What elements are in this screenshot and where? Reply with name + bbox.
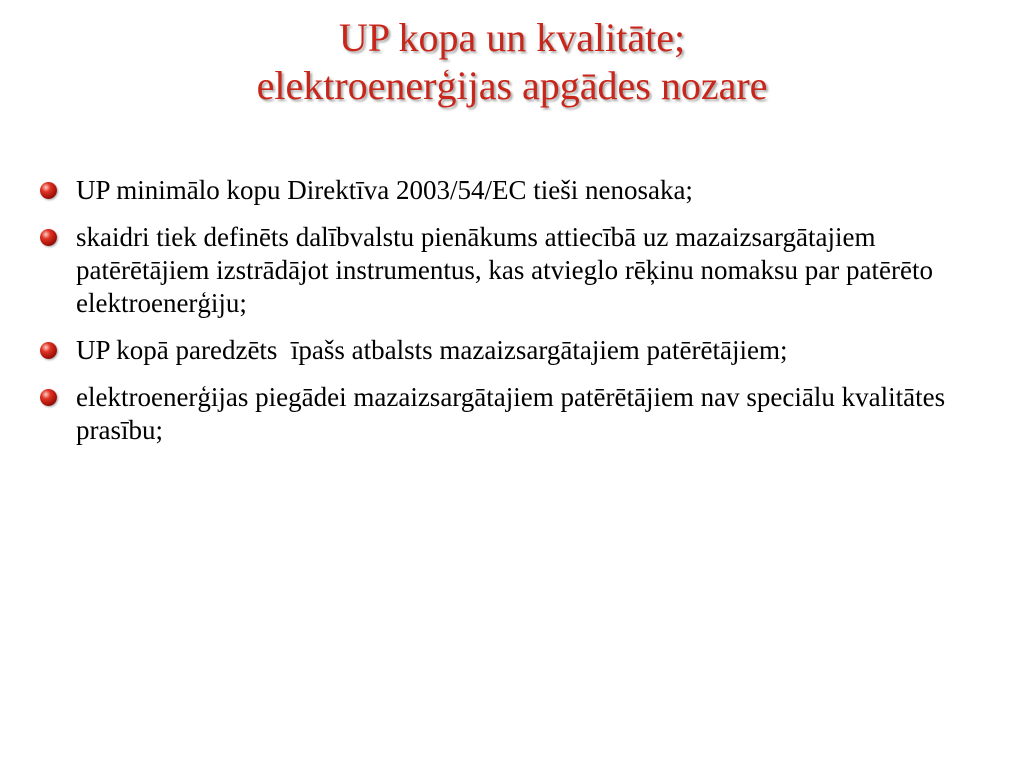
bullet-text: UP kopā paredzēts īpašs atbalsts mazaizsargātajiem patērētājiem; xyxy=(76,335,788,365)
bullet-list xyxy=(40,174,1000,461)
bullet-item xyxy=(40,381,1000,447)
bullet-text: elektroenerģijas piegādei mazaizsargātajiem patērētājiem nav speciālu kvalitātes prasību; xyxy=(76,382,946,445)
bullet-text: UP minimālo kopu Direktīva 2003/54/EC tieši nenosaka; xyxy=(76,175,693,205)
red-sphere-bullet-icon xyxy=(40,342,57,359)
bullet-item xyxy=(40,334,1000,367)
slide-title-line-1: UP kopa un kvalitāte; xyxy=(338,15,686,60)
bullet-item xyxy=(40,174,1000,207)
red-sphere-bullet-icon xyxy=(40,229,57,246)
bullet-item xyxy=(40,221,1000,320)
red-sphere-bullet-icon xyxy=(40,182,57,199)
slide-title xyxy=(0,14,1024,110)
red-sphere-bullet-icon xyxy=(40,389,57,406)
bullet-text: skaidri tiek definēts dalībvalstu pienākums attiecībā uz mazaizsargātajiem patērētājiem izstrādājot instrumentus, kas atvieglo rēķinu nomaksu par patērēto elektroenerģiju; xyxy=(76,222,933,318)
slide-title-line-2: elektroenerģijas apgādes nozare xyxy=(256,63,768,108)
